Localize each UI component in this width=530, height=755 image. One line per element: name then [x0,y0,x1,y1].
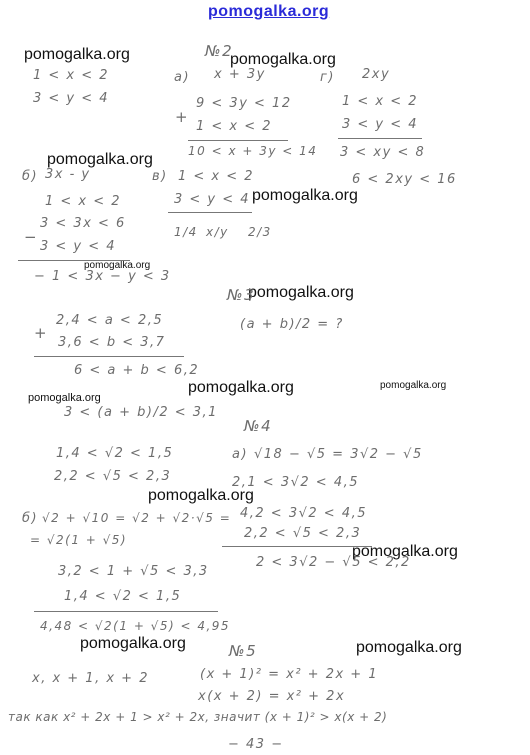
underline [222,546,372,547]
part-label: г) [320,70,335,85]
part-label: б) [22,169,39,184]
math-line: 9 < 3y < 12 [196,96,292,111]
math-line: (x + 1)² = x² + 2x + 1 [200,667,379,682]
watermark: pomogalka.org [84,260,151,271]
watermark: pomogalka.org [24,46,130,63]
part-label: б) [22,511,39,526]
watermark: pomogalka.org [380,380,447,391]
math-line: 1,4 < √2 < 1,5 [56,446,174,461]
underline [338,138,422,139]
watermark: pomogalka.org [230,51,336,68]
expression: (a + b)/2 = ? [240,317,344,332]
watermark: pomogalka.org [352,543,458,560]
part-label: а) [174,70,191,85]
expression: 2xy [362,67,391,82]
fraction: 1/4 [174,225,198,239]
given-line: 1 < x < 2 [33,68,110,83]
math-line: 3 < xy < 8 [340,145,426,160]
expression: x + 3y [214,67,266,82]
math-line: 2,4 < a < 2,5 [56,313,164,328]
minus-sign: − [24,228,39,246]
math-line: 1 < x < 2 [196,119,273,134]
result-line: − 1 < 3x − y < 3 [34,269,171,284]
watermark: pomogalka.org [28,392,101,404]
math-line: x(x + 2) = x² + 2x [198,689,346,704]
result-line: 3 < (a + b)/2 < 3,1 [64,405,218,420]
conclusion-line: так как x² + 2x + 1 > x² + 2x, значит (x + 1)² > x(x + 2) [8,710,388,724]
page-number: − 43 − [228,737,284,752]
math-line: 1,4 < √2 < 1,5 [64,589,182,604]
underline [34,356,184,357]
fraction: 2/3 [248,225,272,239]
result-line: 6 < 2xy < 16 [352,172,457,187]
watermark: pomogalka.org [47,151,153,168]
watermark: pomogalka.org [356,639,462,656]
expression: √2 + √10 = √2 + √2·√5 = [42,511,232,525]
underline [168,212,252,213]
math-line: 2,2 < √5 < 2,3 [54,469,172,484]
math-line: 1 < x < 2 [342,94,419,109]
watermark: pomogalka.org [148,487,254,504]
problem-number: №2 [205,42,234,60]
result-line: 2 < 3√2 − √5 < 2,2 [256,555,411,570]
math-line: 4,2 < 3√2 < 4,5 [240,506,367,521]
result-line: 10 < x + 3y < 14 [188,144,318,158]
underline [188,140,288,141]
math-line: 2,2 < √5 < 2,3 [244,526,362,541]
math-line: 6 < a + b < 6,2 [74,363,200,378]
math-line: 3 < y < 4 [342,117,419,132]
part-label: а) [232,447,249,462]
math-line: 3,6 < b < 3,7 [58,335,166,350]
site-link[interactable]: pomogalka.org [208,3,330,20]
math-line: 3,2 < 1 + √5 < 3,3 [58,564,209,579]
problem-number: №4 [244,417,273,435]
expression: = √2(1 + √5) [30,533,128,547]
problem-number: №3 [227,286,256,304]
result-line: 4,48 < √2(1 + √5) < 4,95 [40,619,231,633]
watermark: pomogalka.org [248,284,354,301]
part-label: в) [152,169,168,184]
plus-sign: + [175,108,190,126]
math-line: 1 < x < 2 [178,169,255,184]
watermark: pomogalka.org [80,635,186,652]
plus-sign: + [34,324,49,342]
expression: 3x - y [45,167,91,182]
math-line: 2,1 < 3√2 < 4,5 [232,475,359,490]
underline [18,260,130,261]
fraction: x/y [206,225,229,239]
math-line: x, x + 1, x + 2 [32,671,149,686]
math-line: 3 < y < 4 [40,239,117,254]
math-line: 3 < 3x < 6 [40,216,126,231]
watermark: pomogalka.org [188,379,294,396]
expression: √18 − √5 = 3√2 − √5 [254,447,423,462]
math-line: 3 < y < 4 [174,192,251,207]
watermark: pomogalka.org [252,187,358,204]
problem-number: №5 [229,642,258,660]
math-line: 1 < x < 2 [45,194,122,209]
given-line: 3 < y < 4 [33,91,110,106]
underline [34,611,218,612]
